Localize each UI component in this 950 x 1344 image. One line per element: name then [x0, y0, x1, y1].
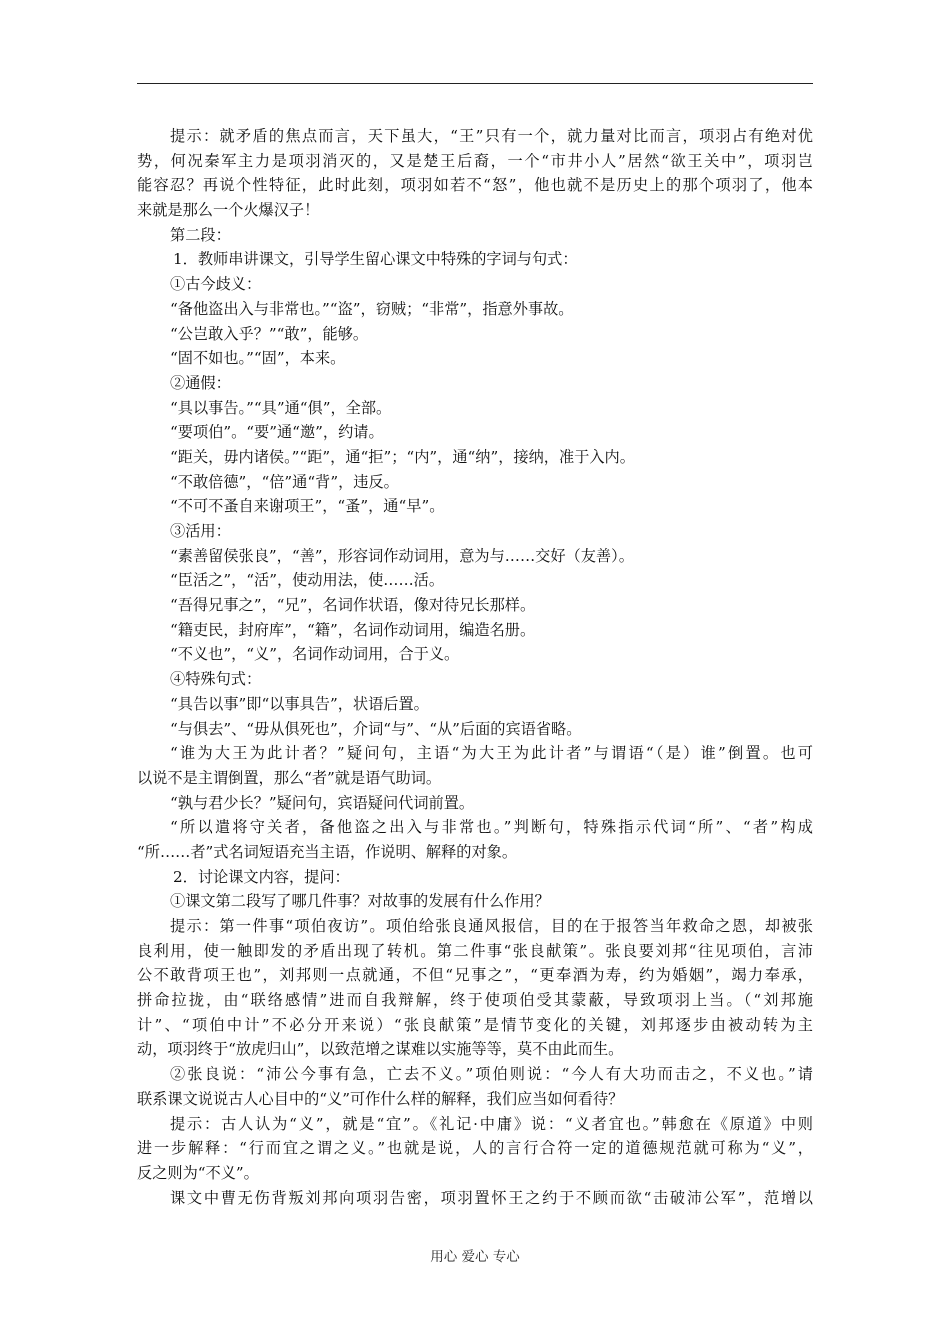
text-line: 公不敢背项王也”，刘邦则一点就通，不但“兄事之”，“更奉酒为寿，约为婚姻”，竭力奉承，	[137, 966, 813, 985]
text-line: 联系课文说说古人心目中的“义”可作什么样的解释，我们应当如何看待？	[137, 1089, 624, 1108]
subsection-heading: ④特殊句式：	[170, 670, 262, 689]
text-line: “所以遣将守关者，备他盗之出入与非常也。”判断句，特殊指示代词“所”、“者”构成	[170, 818, 813, 837]
text-line: “要项伯”。“要”通“邀”，约请。	[170, 423, 384, 442]
text-line: “不敢倍德”，“倍”通“背”，违反。	[170, 472, 399, 491]
text-line: 能容忍？再说个性特征，此时此刻，项羽如若不“怒”，他也就不是历史上的那个项羽了，他本	[137, 176, 813, 195]
question-line: ②张良说：“沛公今事有急，亡去不义。”项伯则说：“今人有大功而击之，不义也。”请	[170, 1065, 813, 1084]
text-line: 计”、“项伯中计”不必分开来说）“张良献策”是情节变化的关键，刘邦逐步由被动转为主	[137, 1015, 813, 1034]
numbered-item: 2．讨论课文内容，提问：	[173, 867, 350, 886]
subsection-heading: ③活用：	[170, 522, 231, 540]
text-line: 提示：第一件事“项伯夜访”。项伯给张良通风报信，目的在于报答当年救命之恩，却被张	[170, 917, 813, 935]
text-line: 提示：就矛盾的焦点而言，天下虽大，“王”只有一个，就力量对比而言，项羽占有绝对优	[170, 127, 813, 145]
text-line: “与俱去”、“毋从俱死也”，介词“与”、“从”后面的宾语省略。	[170, 719, 582, 738]
text-line: 动，项羽终于“放虎归山”，以致范增之谋难以实施等等，莫不由此而生。	[137, 1040, 624, 1059]
text-line: “不可不蚤自来谢项王”，“蚤”，通“早”。	[170, 497, 445, 516]
text-line: “距关，毋内诸侯。”“距”，通“拒”；“内”，通“纳”，接纳，准于入内。	[170, 447, 635, 466]
text-line: “不义也”，“义”，名词作动词用，合于义。	[170, 645, 460, 664]
text-line: “具告以事”即“以事具告”，状语后置。	[170, 694, 429, 713]
text-line: 课文中曹无伤背叛刘邦向项羽告密，项羽置怀王之约于不顾而欲“击破沛公军”，范增以	[170, 1188, 813, 1207]
header-rule	[137, 83, 813, 84]
subsection-heading: ②通假：	[170, 373, 231, 392]
subsection-heading: ①古今歧义：	[170, 275, 262, 294]
text-line: “素善留侯张良”，“善”，形容词作动词用，意为与……交好（友善）。	[170, 546, 634, 565]
question-line: ①课文第二段写了哪几件事？对故事的发展有什么作用？	[170, 892, 550, 911]
section-heading: 第二段：	[170, 225, 231, 244]
text-line: 反之则为“不义”。	[137, 1163, 259, 1182]
page-footer: 用心 爱心 专心	[430, 1249, 520, 1265]
text-line: 势，何况秦军主力是项羽消灭的，又是楚王后裔，一个“市井小人”居然“欲王关中”，项羽岂	[137, 151, 813, 170]
text-line: 良利用，使一触即发的矛盾出现了转机。第二件事“张良献策”。张良要刘邦“往见项伯，言沛	[137, 941, 813, 960]
text-line: “固不如也。”“固”，本来。	[170, 349, 346, 368]
text-line: “谁为大王为此计者？”疑问句，主语“为大王为此计者”与谓语“（是）谁”倒置。也可	[170, 744, 813, 763]
text-line: “备他盗出入与非常也。”“盗”，窃贼；“非常”，指意外事故。	[170, 299, 574, 318]
text-line: 进一步解释：“行而宜之谓之义。”也就是说，人的言行合符一定的道德规范就可称为“义”，	[137, 1139, 813, 1158]
text-line: 来就是那么一个火爆汉子！	[137, 201, 320, 220]
numbered-item: 1．教师串讲课文，引导学生留心课文中特殊的字词与句式：	[173, 250, 578, 269]
text-line: “公岂敢入乎？”“敢”，能够。	[170, 324, 369, 343]
text-line: “臣活之”，“活”，使动用法，使……活。	[170, 571, 445, 590]
text-line: “具以事告。”“具”通“俱”，全部。	[170, 398, 392, 417]
text-line: “吾得兄事之”，“兄”，名词作状语，像对待兄长那样。	[170, 596, 536, 615]
document-body	[137, 124, 813, 1210]
text-line: 拼命拉拢，由“联络感情”进而自我辩解，终于使项伯受其蒙蔽，导致项羽上当。（“刘邦施	[137, 991, 813, 1010]
text-line: “孰与君少长？”疑问句，宾语疑问代词前置。	[170, 793, 475, 812]
text-line: “籍吏民，封府库”，“籍”，名词作动词用，编造名册。	[170, 620, 536, 639]
text-line: 提示：古人认为“义”，就是“宜”。《礼记·中庸》说：“义者宜也。”韩愈在《原道》中则	[170, 1114, 813, 1133]
text-line: “所……者”式名词短语充当主语，作说明、解释的对象。	[137, 842, 518, 861]
text-line: 以说不是主谓倒置，那么“者”就是语气助词。	[137, 768, 442, 787]
